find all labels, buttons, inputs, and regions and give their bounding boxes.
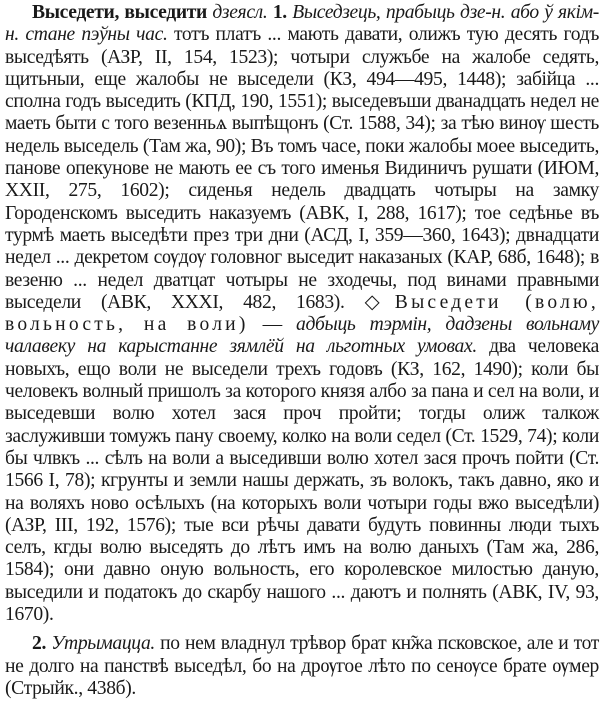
phrase-headword: Выседети (волю, вольность, на воли) <box>5 291 599 336</box>
sense-1-quotations: тотъ платъ ... мають давати, олижъ тую десять годъ выседѣять (АЗР, II, 154, 1523); чотыри служъбе на жалобе седять, щитьныи, еще жалобы не выседели (КЗ, 494—495, 1448); забійца ... сполна годъ выседить (КПД, 190, 1551); выседевъши дванадцать недел не маеть быти с того везенньѧ выпѣщонъ (Ст. 1588, 34); за тѣю винѹ шесть недель выседель (Там жа, 90); Въ томъ часе, поки жалобы моее выседить, панове опекунове не мають ее съ того именья Видиничъ рушати (ИЮМ, XXII, 275, 1602); сиденья недель двадцать чотыры на замку Городенскомъ выседить наказуемъ (АВК, I, 288, 1617); тое седѣнье въ турмѣ маеть выседѣти през три дни (АСД, I, 359—360, 1643); двнадцати недел ... декретом сѹдѹ головног выседит наказаных (КАР, 68б, 1648); в везеню ... недел двaтцат чотыры не зходечы, под винами правными выседели (АВК, XXXI, 482, 1683). <box>5 24 600 313</box>
sense-2-quotations: по нем владнул трѣвор брат кн̃жа псковское, але и тот не долго на панствѣ выседѣл, бо на дрѹгое лѣто по сенѹсе брате ѹмер (Стрыйк., 438б). <box>5 633 599 699</box>
sense-2-paragraph <box>5 633 599 700</box>
sense-2-meaning: Утрымацца. <box>51 633 155 655</box>
entry-headword: Выседети, выседити <box>32 2 207 23</box>
sense-1-paragraph <box>5 2 599 626</box>
phrase-meaning: адбыць тэрмін, дадзены вольнаму чалавеку на карыстанне зямлёй на льготных умовах. <box>5 314 599 358</box>
sense-1-meaning: Выседзець, прабыць дзе-н. або ў якім-н. стане пэўны час. <box>5 2 599 46</box>
dictionary-page <box>5 2 599 724</box>
phrase-quotations: два человека новыхъ, ещо воли не выседели трехъ годовъ (КЗ, 162, 1490); коли бы человекъ волный пришолъ за которого князя албо за пана и сел на воли, и выседевши волю хотел зася проч пройти; тогды олиж талкож заслуживши томужъ пану своему, колко на воли седел (Ст. 1529, 74); коли бы члвкъ ... сѣлъ на воли а выседивши волю хотел зася прочъ по̃ити (Ст. 1566 I, 78); кгрунты и земли нашы держать, зъ волокъ, такъ давно, яко и на воляхъ ново осѣлыхъ (на которыхъ воли чотыри годы вжо выседѣли) (АЗР, III, 192, 1576); тые вси рѣчы давати будуть повинны люди тыхъ селъ, кгды волю выседять до лѣтъ имъ на волю даныхъ (Там жа, 286, 1584); они давно оную вольность, его королевское милостью даную, выседили и податокъ до скарбу нашого ... даютъ и полнять (АВК, IV, 93, 1670). <box>5 336 599 626</box>
sense-1-number: 1. <box>272 2 287 23</box>
phrase-dash: — <box>248 314 297 336</box>
grammar-label: дзеясл. <box>212 2 268 23</box>
phrase-marker: ◇ <box>364 291 395 313</box>
sense-2-number: 2. <box>32 633 46 655</box>
